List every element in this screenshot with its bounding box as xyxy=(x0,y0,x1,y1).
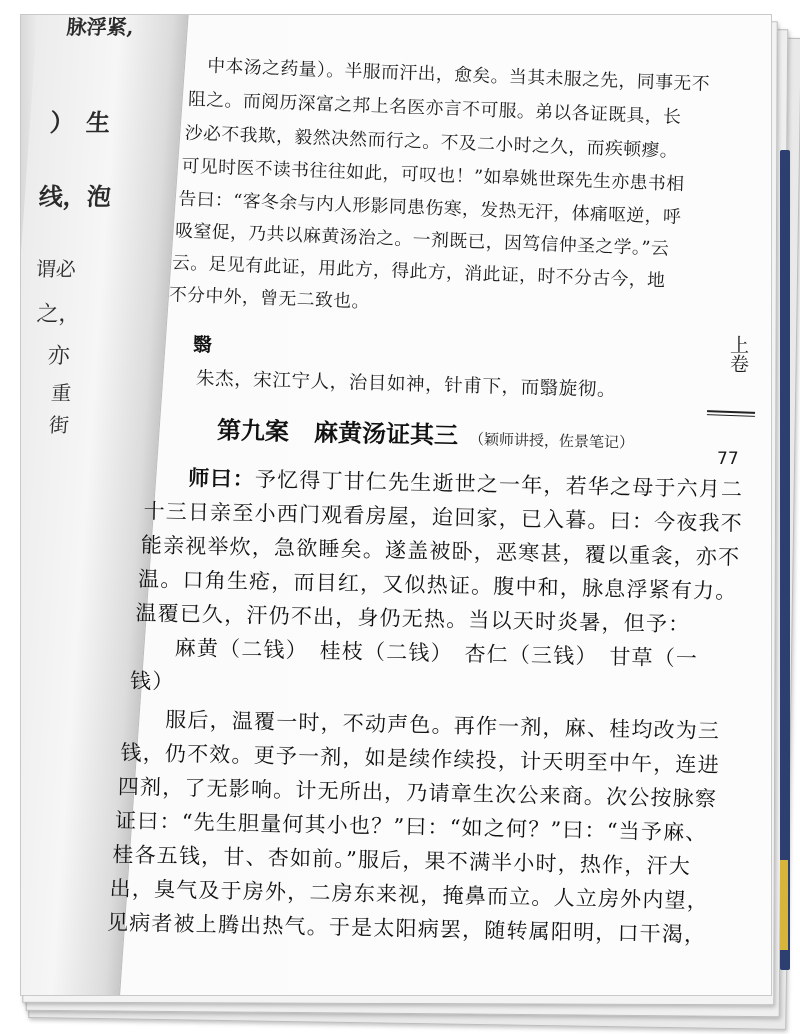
left-page-fragment: 街 xyxy=(48,413,70,437)
margin-rule xyxy=(707,410,755,417)
book-page xyxy=(20,14,772,996)
text-line: 沙必不我欺，毅然决然而行之。不及二小时之久，而疾顿瘳。 xyxy=(184,122,679,162)
volume-label: 上卷 xyxy=(727,335,749,373)
page-number: 77 xyxy=(717,449,739,469)
text-line: 温覆已久，汗仍不出，身仍无热。当以天时炎暑，但予： xyxy=(135,600,691,637)
left-page-fragment: 亦 xyxy=(46,344,71,369)
case-number: 第九案 xyxy=(216,415,290,446)
text-line: 桂各五钱，甘、杏如前。”服后，果不满半小时，热作，汗大 xyxy=(112,842,692,879)
text-line: 不分中外，曾无二致也。 xyxy=(168,284,371,313)
text-line: 阻之。而阅历深富之邦上名医亦言不可服。弟以各证既具，长 xyxy=(187,88,682,128)
book-cover-accent xyxy=(780,860,788,950)
case-source-note: （颖师讲授，佐景笔记） xyxy=(468,429,635,452)
text-line: 能亲视举炊，急欲睡矣。遂盖被卧，恶寒甚，覆以重衾，亦不 xyxy=(140,533,741,570)
left-page-fragment: ） 生 xyxy=(49,108,112,137)
text-line: 云。足见有此证，用此方，得此方，消此证，时不分古今，地 xyxy=(171,252,666,292)
author-note: 朱杰，宋江宁人，治目如神，针甫下，而翳旋彻。 xyxy=(195,368,617,401)
prescription-line: 麻黄（二钱） 桂枝（二钱） 杏仁（三钱） 甘草（一 xyxy=(174,635,699,671)
left-page-fragment: 线，泡 xyxy=(37,182,112,211)
text-line: 钱，仍不效。更予一剂，如是续作续投，计天明至中午，连进 xyxy=(120,740,721,778)
case-title xyxy=(217,410,635,454)
left-page-fragment: 之， xyxy=(35,302,82,327)
text-line: 吸窒促，乃共以麻黄汤治之。一剂既已，因笃信仲圣之学。”云 xyxy=(174,220,670,260)
text-line: 证曰：“先生胆量何其小也？”曰：“如之何？”曰：“当予麻、 xyxy=(114,808,708,845)
text-line: 告曰：“客冬余与内人形影同患伤寒，发热无汗，体痛呕逆，呼 xyxy=(178,188,682,228)
text-line: 中本汤之药量）。半服而汗出，愈矣。当其未服之先，同事无不 xyxy=(206,55,711,95)
teacher-label: 师曰： xyxy=(188,465,256,492)
text-line: 见病者被上腾出热气。于是太阳病罢，随转属阳明，口干渴， xyxy=(106,910,707,947)
text-line: 出，臭气及于房外，二房东来视，掩鼻而立。人立房外内望， xyxy=(109,876,710,913)
text-line: 十三日亲至小西门观看房屋，迨回家，已入暮。曰：今夜我不 xyxy=(143,499,744,536)
left-page-fragment: 谓必 xyxy=(35,257,77,281)
left-page-fragment: 重 xyxy=(50,381,73,405)
section-heading: 翳 xyxy=(192,333,213,357)
text-line: 可见时医不读书往往如此，可叹也！”如皋姚世琛先生亦患书相 xyxy=(181,155,685,196)
text-line-rest: 予忆得丁甘仁先生逝世之一年，若华之母于六月二 xyxy=(254,467,744,502)
text-line: 钱） xyxy=(129,668,175,694)
book-cover-edge xyxy=(780,150,790,970)
case-name: 麻黄汤证其三 xyxy=(313,417,459,450)
text-line: 服后，温覆一时，不动声色。再作一剂，麻、桂均改为三 xyxy=(165,707,721,744)
text-line: 四剂，了无影响。计无所出，乃请章生次公来商。次公按脉察 xyxy=(117,774,718,812)
text-line: 温。口角生疮，而目红，又似热证。腹中和，脉息浮紧有力。 xyxy=(137,566,738,604)
left-page-fragment: 脉浮紧, xyxy=(65,15,135,39)
